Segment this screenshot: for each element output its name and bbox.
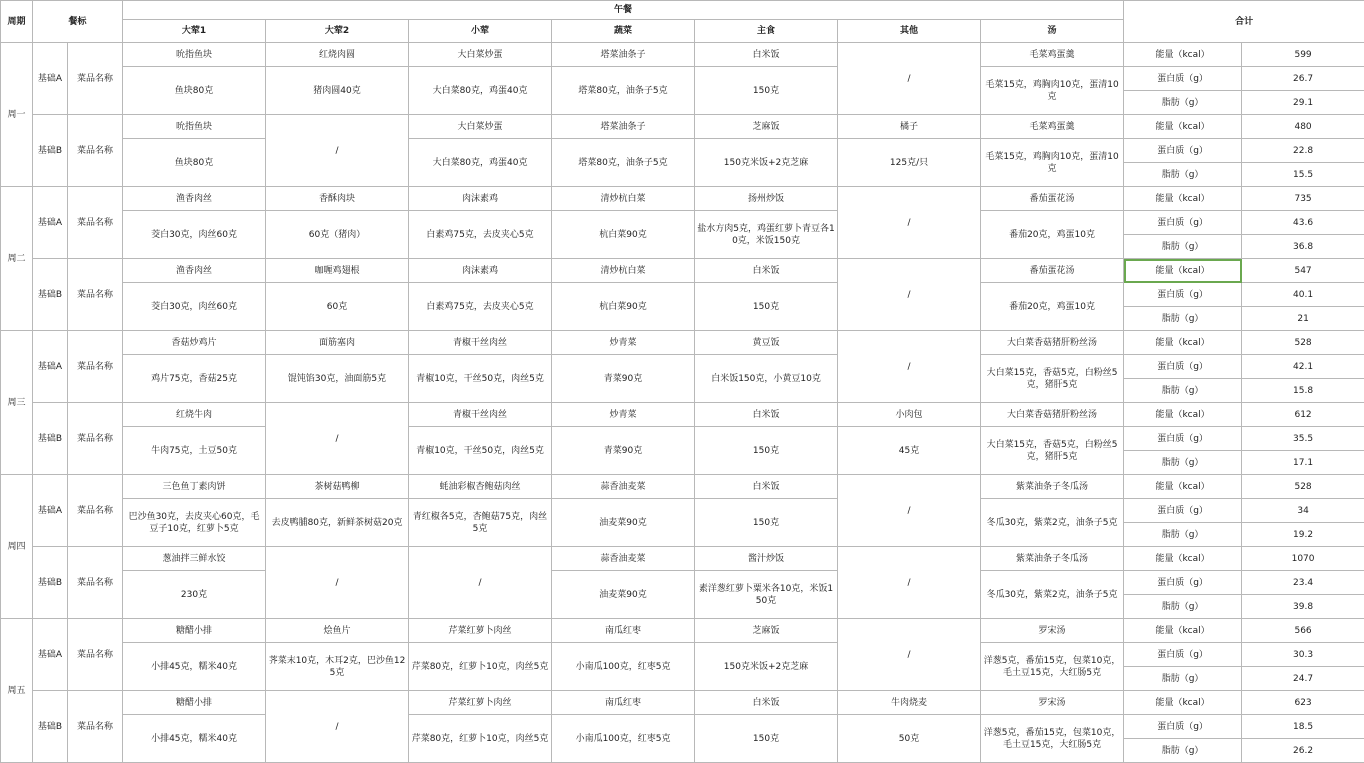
dish-name-3[interactable]: 清炒杭白菜 <box>552 187 695 211</box>
dish-spec-1[interactable]: 60克 <box>266 283 409 331</box>
dish-name-6[interactable]: 罗宋汤 <box>981 619 1124 643</box>
dish-name-4[interactable]: 白米饭 <box>695 691 838 715</box>
nutrient-value[interactable]: 599 <box>1242 43 1364 67</box>
dish-name-3[interactable]: 南瓜红枣 <box>552 619 695 643</box>
header-col-3[interactable]: 蔬菜 <box>552 20 695 43</box>
dish-label-cell[interactable]: 菜品名称 <box>68 259 123 331</box>
merged-cell-1[interactable]: / <box>266 115 409 187</box>
header-col-4[interactable]: 主食 <box>695 20 838 43</box>
dish-spec-0[interactable]: 230克 <box>123 571 266 619</box>
nutrient-label[interactable]: 脂肪（g） <box>1124 379 1242 403</box>
nutrient-label[interactable]: 能量（kcal） <box>1124 259 1242 283</box>
dish-spec-5[interactable]: 50克 <box>838 715 981 763</box>
dish-spec-1[interactable]: 去皮鸭脯80克，新鲜茶树菇20克 <box>266 499 409 547</box>
dish-name-3[interactable]: 蒜香油麦菜 <box>552 547 695 571</box>
nutrient-label[interactable]: 能量（kcal） <box>1124 475 1242 499</box>
dish-name-1[interactable]: 咖喱鸡翅根 <box>266 259 409 283</box>
header-total[interactable]: 合计 <box>1124 1 1364 43</box>
nutrient-value[interactable]: 35.5 <box>1242 427 1364 451</box>
nutrient-label[interactable]: 脂肪（g） <box>1124 739 1242 763</box>
dish-spec-2[interactable]: 大白菜80克，鸡蛋40克 <box>409 67 552 115</box>
header-col-5[interactable]: 其他 <box>838 20 981 43</box>
week-cell[interactable]: 周四 <box>1 475 33 619</box>
nutrient-value[interactable]: 30.3 <box>1242 643 1364 667</box>
dish-spec-3[interactable]: 油麦菜90克 <box>552 571 695 619</box>
header-week[interactable]: 周期 <box>1 1 33 43</box>
nutrient-value[interactable]: 480 <box>1242 115 1364 139</box>
merged-cell-5[interactable]: / <box>838 187 981 259</box>
dish-name-6[interactable]: 番茄蛋花汤 <box>981 187 1124 211</box>
standard-cell[interactable]: 基础A <box>33 187 68 259</box>
dish-name-3[interactable]: 炒青菜 <box>552 403 695 427</box>
merged-cell-5[interactable]: / <box>838 331 981 403</box>
merged-cell-5[interactable]: / <box>838 475 981 547</box>
nutrient-value[interactable]: 40.1 <box>1242 283 1364 307</box>
dish-name-3[interactable]: 炒青菜 <box>552 331 695 355</box>
dish-name-3[interactable]: 清炒杭白菜 <box>552 259 695 283</box>
nutrient-value[interactable]: 528 <box>1242 475 1364 499</box>
week-cell[interactable]: 周一 <box>1 43 33 187</box>
week-cell[interactable]: 周二 <box>1 187 33 331</box>
dish-name-1[interactable]: 烩鱼片 <box>266 619 409 643</box>
standard-cell[interactable]: 基础B <box>33 691 68 763</box>
dish-spec-3[interactable]: 杭白菜90克 <box>552 211 695 259</box>
nutrient-value[interactable]: 43.6 <box>1242 211 1364 235</box>
dish-label-cell[interactable]: 菜品名称 <box>68 331 123 403</box>
dish-name-4[interactable]: 芝麻饭 <box>695 115 838 139</box>
dish-name-3[interactable]: 南瓜红枣 <box>552 691 695 715</box>
dish-spec-4[interactable]: 150克米饭+2克芝麻 <box>695 643 838 691</box>
nutrient-label[interactable]: 能量（kcal） <box>1124 43 1242 67</box>
nutrient-value[interactable]: 36.8 <box>1242 235 1364 259</box>
nutrient-value[interactable]: 547 <box>1242 259 1364 283</box>
dish-name-2[interactable]: 大白菜炒蛋 <box>409 43 552 67</box>
dish-name-2[interactable]: 肉沫素鸡 <box>409 259 552 283</box>
dish-name-2[interactable]: 芹菜红萝卜肉丝 <box>409 619 552 643</box>
dish-spec-2[interactable]: 白素鸡75克，去皮夹心5克 <box>409 283 552 331</box>
dish-spec-6[interactable]: 番茄20克，鸡蛋10克 <box>981 211 1124 259</box>
dish-spec-2[interactable]: 白素鸡75克，去皮夹心5克 <box>409 211 552 259</box>
merged-cell-5[interactable]: / <box>838 547 981 619</box>
dish-spec-3[interactable]: 小南瓜100克，红枣5克 <box>552 643 695 691</box>
dish-spec-0[interactable]: 牛肉75克，土豆50克 <box>123 427 266 475</box>
header-col-6[interactable]: 汤 <box>981 20 1124 43</box>
nutrient-value[interactable]: 566 <box>1242 619 1364 643</box>
dish-spec-3[interactable]: 塔菜80克，油条子5克 <box>552 67 695 115</box>
dish-spec-3[interactable]: 青菜90克 <box>552 355 695 403</box>
dish-name-4[interactable]: 酱汁炒饭 <box>695 547 838 571</box>
dish-name-5[interactable]: 牛肉烧麦 <box>838 691 981 715</box>
dish-name-2[interactable]: 肉沫素鸡 <box>409 187 552 211</box>
dish-name-0[interactable]: 吮指鱼块 <box>123 115 266 139</box>
dish-name-5[interactable]: 橘子 <box>838 115 981 139</box>
nutrient-label[interactable]: 蛋白质（g） <box>1124 211 1242 235</box>
dish-spec-4[interactable]: 150克米饭+2克芝麻 <box>695 139 838 187</box>
dish-spec-2[interactable]: 青红椒各5克，杏鲍菇75克，肉丝5克 <box>409 499 552 547</box>
dish-name-4[interactable]: 白米饭 <box>695 259 838 283</box>
dish-name-2[interactable]: 芹菜红萝卜肉丝 <box>409 691 552 715</box>
dish-name-2[interactable]: 青椒干丝肉丝 <box>409 403 552 427</box>
dish-name-4[interactable]: 芝麻饭 <box>695 619 838 643</box>
nutrient-value[interactable]: 18.5 <box>1242 715 1364 739</box>
dish-name-4[interactable]: 白米饭 <box>695 475 838 499</box>
nutrient-label[interactable]: 脂肪（g） <box>1124 523 1242 547</box>
dish-name-1[interactable]: 红烧肉圆 <box>266 43 409 67</box>
nutrient-label[interactable]: 脂肪（g） <box>1124 235 1242 259</box>
nutrient-label[interactable]: 脂肪（g） <box>1124 91 1242 115</box>
nutrient-label[interactable]: 蛋白质（g） <box>1124 427 1242 451</box>
dish-name-6[interactable]: 番茄蛋花汤 <box>981 259 1124 283</box>
dish-spec-3[interactable]: 杭白菜90克 <box>552 283 695 331</box>
dish-label-cell[interactable]: 菜品名称 <box>68 691 123 763</box>
nutrient-label[interactable]: 能量（kcal） <box>1124 691 1242 715</box>
dish-spec-4[interactable]: 150克 <box>695 283 838 331</box>
dish-label-cell[interactable]: 菜品名称 <box>68 115 123 187</box>
dish-spec-0[interactable]: 鸡片75克，香菇25克 <box>123 355 266 403</box>
nutrient-label[interactable]: 蛋白质（g） <box>1124 499 1242 523</box>
dish-name-6[interactable]: 毛菜鸡蛋羹 <box>981 43 1124 67</box>
nutrient-value[interactable]: 17.1 <box>1242 451 1364 475</box>
nutrient-value[interactable]: 42.1 <box>1242 355 1364 379</box>
dish-name-4[interactable]: 白米饭 <box>695 403 838 427</box>
dish-spec-0[interactable]: 鱼块80克 <box>123 139 266 187</box>
standard-cell[interactable]: 基础B <box>33 115 68 187</box>
week-cell[interactable]: 周三 <box>1 331 33 475</box>
nutrient-label[interactable]: 脂肪（g） <box>1124 667 1242 691</box>
merged-cell-5[interactable]: / <box>838 43 981 115</box>
dish-label-cell[interactable]: 菜品名称 <box>68 547 123 619</box>
nutrient-value[interactable]: 15.8 <box>1242 379 1364 403</box>
dish-spec-6[interactable]: 番茄20克，鸡蛋10克 <box>981 283 1124 331</box>
merged-cell-2[interactable]: / <box>409 547 552 619</box>
dish-spec-4[interactable]: 150克 <box>695 499 838 547</box>
dish-spec-3[interactable]: 青菜90克 <box>552 427 695 475</box>
dish-name-1[interactable]: 茶树菇鸭柳 <box>266 475 409 499</box>
dish-spec-4[interactable]: 盐水方肉5克，鸡蛋红萝卜青豆各10克，米饭150克 <box>695 211 838 259</box>
merged-cell-1[interactable]: / <box>266 403 409 475</box>
dish-name-2[interactable]: 蚝油彩椒杏鲍菇肉丝 <box>409 475 552 499</box>
nutrient-value[interactable]: 612 <box>1242 403 1364 427</box>
dish-spec-3[interactable]: 塔菜80克，油条子5克 <box>552 139 695 187</box>
nutrient-label[interactable]: 蛋白质（g） <box>1124 283 1242 307</box>
dish-spec-1[interactable]: 猪肉圆40克 <box>266 67 409 115</box>
dish-spec-3[interactable]: 小南瓜100克，红枣5克 <box>552 715 695 763</box>
nutrient-value[interactable]: 19.2 <box>1242 523 1364 547</box>
nutrient-label[interactable]: 能量（kcal） <box>1124 331 1242 355</box>
nutrient-label[interactable]: 蛋白质（g） <box>1124 571 1242 595</box>
dish-spec-1[interactable]: 馄饨馅30克，油面筋5克 <box>266 355 409 403</box>
dish-spec-0[interactable]: 鱼块80克 <box>123 67 266 115</box>
nutrient-value[interactable]: 21 <box>1242 307 1364 331</box>
dish-name-0[interactable]: 糖醋小排 <box>123 691 266 715</box>
dish-label-cell[interactable]: 菜品名称 <box>68 187 123 259</box>
dish-spec-5[interactable]: 45克 <box>838 427 981 475</box>
dish-spec-6[interactable]: 毛菜15克，鸡胸肉10克，蛋清10克 <box>981 67 1124 115</box>
header-col-1[interactable]: 大荤2 <box>266 20 409 43</box>
dish-name-0[interactable]: 糖醋小排 <box>123 619 266 643</box>
nutrient-label[interactable]: 蛋白质（g） <box>1124 355 1242 379</box>
dish-name-1[interactable]: 面筋塞肉 <box>266 331 409 355</box>
dish-name-6[interactable]: 罗宋汤 <box>981 691 1124 715</box>
dish-label-cell[interactable]: 菜品名称 <box>68 619 123 691</box>
dish-spec-6[interactable]: 冬瓜30克，紫菜2克，油条子5克 <box>981 571 1124 619</box>
nutrient-label[interactable]: 蛋白质（g） <box>1124 643 1242 667</box>
nutrient-value[interactable]: 29.1 <box>1242 91 1364 115</box>
nutrient-value[interactable]: 24.7 <box>1242 667 1364 691</box>
nutrient-label[interactable]: 蛋白质（g） <box>1124 67 1242 91</box>
dish-spec-6[interactable]: 洋葱5克，番茄15克，包菜10克，毛土豆15克，大红肠5克 <box>981 715 1124 763</box>
nutrient-value[interactable]: 1070 <box>1242 547 1364 571</box>
header-standard[interactable]: 餐标 <box>33 1 123 43</box>
dish-name-6[interactable]: 大白菜香菇猪肝粉丝汤 <box>981 403 1124 427</box>
dish-name-4[interactable]: 白米饭 <box>695 43 838 67</box>
nutrient-label[interactable]: 能量（kcal） <box>1124 547 1242 571</box>
dish-spec-2[interactable]: 大白菜80克，鸡蛋40克 <box>409 139 552 187</box>
nutrient-label[interactable]: 蛋白质（g） <box>1124 715 1242 739</box>
dish-name-0[interactable]: 渔香肉丝 <box>123 259 266 283</box>
dish-name-0[interactable]: 三色鱼丁素肉饼 <box>123 475 266 499</box>
dish-spec-4[interactable]: 150克 <box>695 67 838 115</box>
dish-name-0[interactable]: 红烧牛肉 <box>123 403 266 427</box>
nutrient-value[interactable]: 34 <box>1242 499 1364 523</box>
dish-name-2[interactable]: 大白菜炒蛋 <box>409 115 552 139</box>
nutrient-value[interactable]: 26.2 <box>1242 739 1364 763</box>
dish-spec-1[interactable]: 荠菜末10克，木耳2克，巴沙鱼125克 <box>266 643 409 691</box>
nutrient-label[interactable]: 能量（kcal） <box>1124 403 1242 427</box>
dish-spec-0[interactable]: 茭白30克，肉丝60克 <box>123 283 266 331</box>
dish-spec-0[interactable]: 茭白30克，肉丝60克 <box>123 211 266 259</box>
dish-spec-0[interactable]: 小排45克，糯米40克 <box>123 643 266 691</box>
dish-spec-2[interactable]: 芹菜80克，红萝卜10克，肉丝5克 <box>409 643 552 691</box>
dish-label-cell[interactable]: 菜品名称 <box>68 475 123 547</box>
header-col-2[interactable]: 小荤 <box>409 20 552 43</box>
dish-spec-4[interactable]: 素洋葱红萝卜粟米各10克，米饭150克 <box>695 571 838 619</box>
dish-name-6[interactable]: 紫菜油条子冬瓜汤 <box>981 475 1124 499</box>
nutrient-label[interactable]: 脂肪（g） <box>1124 451 1242 475</box>
dish-name-3[interactable]: 塔菜油条子 <box>552 43 695 67</box>
nutrient-label[interactable]: 能量（kcal） <box>1124 187 1242 211</box>
dish-name-3[interactable]: 塔菜油条子 <box>552 115 695 139</box>
nutrient-value[interactable]: 15.5 <box>1242 163 1364 187</box>
standard-cell[interactable]: 基础A <box>33 43 68 115</box>
dish-spec-6[interactable]: 大白菜15克，香菇5克，白粉丝5克，猪肝5克 <box>981 427 1124 475</box>
nutrient-label[interactable]: 脂肪（g） <box>1124 163 1242 187</box>
dish-spec-5[interactable]: 125克/只 <box>838 139 981 187</box>
dish-label-cell[interactable]: 菜品名称 <box>68 403 123 475</box>
nutrient-label[interactable]: 脂肪（g） <box>1124 307 1242 331</box>
dish-spec-0[interactable]: 巴沙鱼30克，去皮夹心60克，毛豆子10克，红萝卜5克 <box>123 499 266 547</box>
nutrient-value[interactable]: 22.8 <box>1242 139 1364 163</box>
dish-name-4[interactable]: 黄豆饭 <box>695 331 838 355</box>
dish-spec-6[interactable]: 毛菜15克，鸡胸肉10克，蛋清10克 <box>981 139 1124 187</box>
dish-spec-4[interactable]: 150克 <box>695 427 838 475</box>
standard-cell[interactable]: 基础A <box>33 619 68 691</box>
dish-spec-4[interactable]: 白米饭150克，小黄豆10克 <box>695 355 838 403</box>
merged-cell-5[interactable]: / <box>838 259 981 331</box>
nutrient-value[interactable]: 735 <box>1242 187 1364 211</box>
dish-name-6[interactable]: 紫菜油条子冬瓜汤 <box>981 547 1124 571</box>
dish-name-0[interactable]: 葱油拌三鲜水饺 <box>123 547 266 571</box>
dish-name-1[interactable]: 香酥肉块 <box>266 187 409 211</box>
dish-spec-0[interactable]: 小排45克，糯米40克 <box>123 715 266 763</box>
dish-spec-2[interactable]: 芹菜80克，红萝卜10克，肉丝5克 <box>409 715 552 763</box>
dish-name-3[interactable]: 蒜香油麦菜 <box>552 475 695 499</box>
week-cell[interactable]: 周五 <box>1 619 33 763</box>
merged-cell-1[interactable]: / <box>266 691 409 763</box>
dish-name-6[interactable]: 毛菜鸡蛋羹 <box>981 115 1124 139</box>
standard-cell[interactable]: 基础B <box>33 403 68 475</box>
dish-spec-2[interactable]: 青椒10克，干丝50克，肉丝5克 <box>409 427 552 475</box>
standard-cell[interactable]: 基础B <box>33 547 68 619</box>
dish-spec-3[interactable]: 油麦菜90克 <box>552 499 695 547</box>
merged-cell-5[interactable]: / <box>838 619 981 691</box>
nutrient-value[interactable]: 39.8 <box>1242 595 1364 619</box>
header-col-0[interactable]: 大荤1 <box>123 20 266 43</box>
nutrient-label[interactable]: 蛋白质（g） <box>1124 139 1242 163</box>
merged-cell-1[interactable]: / <box>266 547 409 619</box>
standard-cell[interactable]: 基础A <box>33 475 68 547</box>
dish-spec-4[interactable]: 150克 <box>695 715 838 763</box>
dish-name-2[interactable]: 青椒干丝肉丝 <box>409 331 552 355</box>
dish-spec-1[interactable]: 60克（猪肉） <box>266 211 409 259</box>
nutrient-value[interactable]: 528 <box>1242 331 1364 355</box>
standard-cell[interactable]: 基础B <box>33 259 68 331</box>
dish-name-0[interactable]: 香菇炒鸡片 <box>123 331 266 355</box>
header-lunch[interactable]: 午餐 <box>123 1 1124 20</box>
dish-name-0[interactable]: 吮指鱼块 <box>123 43 266 67</box>
nutrient-value[interactable]: 26.7 <box>1242 67 1364 91</box>
dish-name-4[interactable]: 扬州炒饭 <box>695 187 838 211</box>
dish-spec-6[interactable]: 大白菜15克，香菇5克，白粉丝5克，猪肝5克 <box>981 355 1124 403</box>
dish-name-5[interactable]: 小肉包 <box>838 403 981 427</box>
nutrient-value[interactable]: 623 <box>1242 691 1364 715</box>
dish-spec-6[interactable]: 冬瓜30克，紫菜2克，油条子5克 <box>981 499 1124 547</box>
nutrient-label[interactable]: 能量（kcal） <box>1124 115 1242 139</box>
dish-spec-2[interactable]: 青椒10克，干丝50克，肉丝5克 <box>409 355 552 403</box>
dish-name-6[interactable]: 大白菜香菇猪肝粉丝汤 <box>981 331 1124 355</box>
dish-spec-6[interactable]: 洋葱5克，番茄15克，包菜10克，毛土豆15克，大红肠5克 <box>981 643 1124 691</box>
nutrient-value[interactable]: 23.4 <box>1242 571 1364 595</box>
dish-name-0[interactable]: 渔香肉丝 <box>123 187 266 211</box>
nutrient-label[interactable]: 能量（kcal） <box>1124 619 1242 643</box>
standard-cell[interactable]: 基础A <box>33 331 68 403</box>
nutrient-label[interactable]: 脂肪（g） <box>1124 595 1242 619</box>
dish-label-cell[interactable]: 菜品名称 <box>68 43 123 115</box>
